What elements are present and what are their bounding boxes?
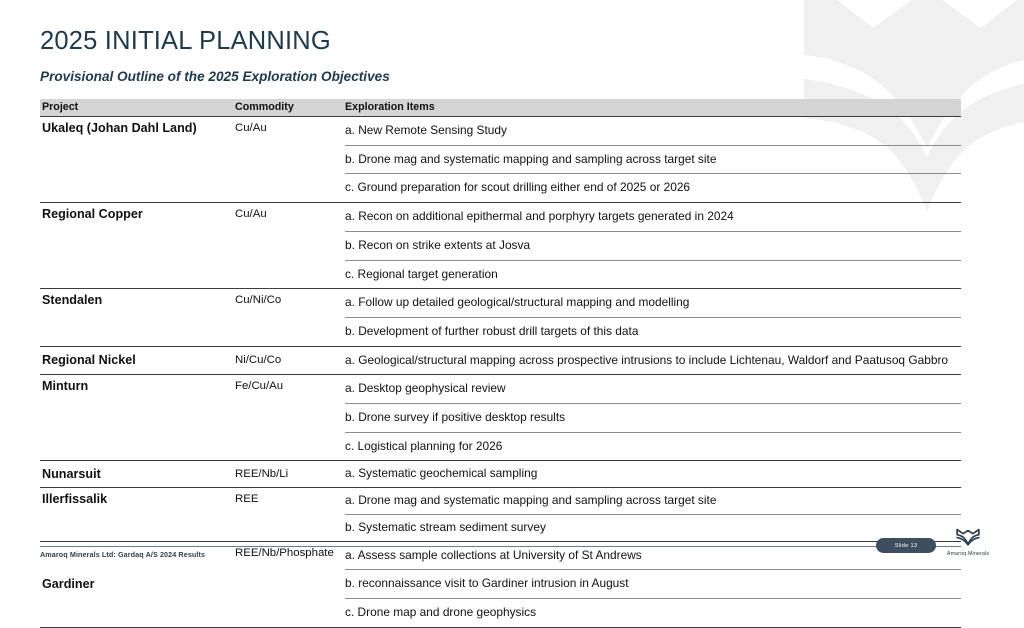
- cell-items: [345, 347, 961, 375]
- table-header-row: [40, 99, 961, 117]
- table-row: [40, 203, 961, 289]
- table-row: [40, 289, 961, 346]
- cell-items: [345, 542, 961, 627]
- page-subtitle: Provisional Outline of the 2025 Exploration Objectives: [40, 69, 390, 84]
- cell-project: Nunarsuit: [42, 467, 101, 482]
- list-item: c. Ground preparation for scout drilling either end of 2025 or 2026: [345, 180, 691, 195]
- cell-project: Ukaleq (Johan Dahl Land): [42, 121, 197, 135]
- list-item: b. Recon on strike extents at Josva: [345, 232, 961, 261]
- list-item: a. Systematic geochemical sampling: [345, 466, 538, 481]
- list-item: b. reconnaissance visit to Gardiner intrusion in August: [345, 570, 961, 599]
- footer-divider: [40, 546, 961, 547]
- table-row: [40, 488, 961, 541]
- cell-commodity: Fe/Cu/Au: [235, 380, 284, 393]
- exploration-planning-table: [40, 99, 961, 628]
- list-item: c. Logistical planning for 2026: [345, 438, 503, 453]
- cell-commodity: Cu/Ni/Co: [235, 294, 282, 307]
- slide-number-badge: [876, 538, 936, 553]
- cell-project: Gardiner: [42, 577, 95, 592]
- cell-items: [345, 375, 961, 460]
- brand-logo: [938, 528, 998, 557]
- column-header-items: Exploration Items: [345, 101, 435, 114]
- cell-commodity: REE/Nb/Li: [235, 467, 289, 480]
- cell-project: Illerfissalik: [42, 492, 108, 507]
- list-item: b. Drone survey if positive desktop results: [345, 404, 961, 433]
- column-header-commodity: Commodity: [235, 101, 294, 114]
- cell-commodity: Ni/Cu/Co: [235, 354, 282, 367]
- table-row: [40, 117, 961, 203]
- list-item: a. Desktop geophysical review: [345, 375, 961, 404]
- cell-project: Regional Copper: [42, 207, 143, 222]
- list-item: a. Recon on additional epithermal and porphyry targets generated in 2024: [345, 203, 961, 232]
- list-item: c. Regional target generation: [345, 266, 498, 281]
- list-item: a. Follow up detailed geological/structural mapping and modelling: [345, 289, 961, 318]
- cell-items: [345, 461, 961, 487]
- table-row: [40, 375, 961, 461]
- cell-commodity: Cu/Au: [235, 122, 267, 134]
- page-title: 2025 INITIAL PLANNING: [40, 27, 331, 55]
- list-item: b. Drone mag and systematic mapping and sampling across target site: [345, 146, 961, 175]
- cell-commodity: Cu/Au: [235, 208, 267, 221]
- slide-number-label: Slide 13: [894, 542, 918, 549]
- brand-name-label: Amaroq Minerals: [946, 551, 990, 557]
- cell-project: Stendalen: [42, 293, 103, 308]
- list-item: a. Geological/structural mapping across prospective intrusions to include Lichtenau, Waldorf and Paatusoq Gabbro: [345, 352, 949, 367]
- list-item: c. Drone map and drone geophysics: [345, 604, 537, 619]
- cell-items: [345, 488, 961, 540]
- column-header-project: Project: [42, 101, 79, 114]
- cell-items: [345, 203, 961, 288]
- list-item: b. Systematic stream sediment survey: [345, 519, 546, 534]
- footer-text: Amaroq Minerals Ltd: Gardaq A/S 2024 Results: [40, 550, 206, 559]
- list-item: a. Assess sample collections at University of St Andrews: [345, 542, 961, 571]
- fox-head-icon: [955, 528, 981, 550]
- table-row: [40, 347, 961, 376]
- cell-items: [345, 117, 961, 202]
- cell-commodity: REE: [235, 493, 259, 506]
- list-item: b. Development of further robust drill targets of this data: [345, 323, 639, 338]
- cell-project: Regional Nickel: [42, 353, 136, 368]
- list-item: a. New Remote Sensing Study: [345, 117, 961, 146]
- cell-commodity: REE/Nb/Phosphate: [235, 546, 334, 559]
- cell-items: [345, 289, 961, 345]
- cell-project: Minturn: [42, 379, 89, 394]
- list-item: a. Drone mag and systematic mapping and sampling across target site: [345, 488, 961, 515]
- table-row: [40, 461, 961, 488]
